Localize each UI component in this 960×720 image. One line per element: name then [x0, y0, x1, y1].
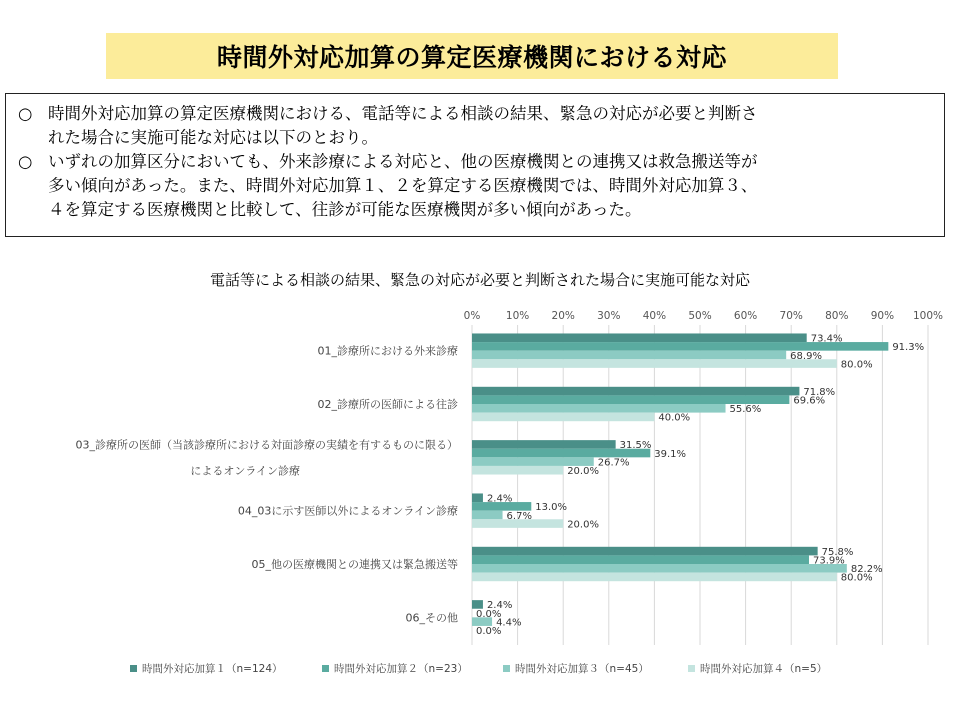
bar — [472, 359, 837, 368]
legend-swatch — [130, 665, 137, 672]
category-label: によるオンライン診療 — [190, 464, 300, 478]
data-label: 80.0% — [840, 359, 873, 371]
data-label: 69.6% — [793, 395, 826, 407]
bar — [472, 457, 594, 466]
data-label: 20.0% — [567, 466, 599, 478]
summary-item-continued — [18, 198, 932, 222]
summary-item — [18, 102, 932, 126]
legend-label: 時間外対応加算２（n=23） — [334, 663, 468, 675]
data-label: 68.9% — [790, 350, 822, 362]
category-label: 05_他の医療機関との連携又は緊急搬送等 — [251, 558, 458, 571]
summary-item-continued — [18, 126, 932, 150]
bar — [472, 440, 616, 449]
category-label: 04_03に示す医師以外によるオンライン診療 — [237, 504, 458, 518]
x-tick-label: 90% — [870, 310, 895, 322]
summary-text: れた場合に実施可能な対応は以下のとおり。 — [48, 128, 378, 147]
data-label: 82.2% — [850, 564, 883, 576]
legend-label: 時間外対応加算３（n=45） — [515, 663, 649, 675]
data-label: 73.4% — [810, 333, 843, 345]
data-label: 6.7% — [506, 510, 532, 522]
x-tick-label: 0% — [463, 310, 481, 322]
data-label: 20.0% — [567, 519, 599, 531]
labels — [76, 334, 925, 637]
x-tick-label: 30% — [597, 310, 621, 322]
x-tick-label: 50% — [688, 310, 712, 322]
category-label: 01_診療所における外来診療 — [317, 344, 458, 358]
bar — [472, 493, 483, 502]
bullet-circle-icon: ○ — [18, 104, 33, 123]
category-label: 06_その他 — [405, 611, 458, 625]
data-label: 31.5% — [619, 440, 652, 452]
data-label: 91.3% — [892, 342, 925, 354]
bar — [472, 547, 818, 556]
bar — [472, 600, 483, 609]
category-label: 03_診療所の医師（当該診療所における対面診療の実績を有するものに限る） — [75, 438, 458, 452]
page-title: 時間外対応加算の算定医療機関における対応 — [216, 43, 727, 72]
legend-swatch — [503, 665, 510, 672]
bar — [472, 555, 809, 564]
summary-text: ４を算定する医療機関と比較して、往診が可能な医療機関が多い傾向があった。 — [48, 200, 642, 219]
legend — [130, 662, 827, 675]
bar — [472, 466, 563, 475]
data-label: 39.1% — [654, 448, 687, 460]
chart-title: 電話等による相談の結果、緊急の対応が必要と判断された場合に実施可能な対応 — [209, 271, 751, 289]
summary-text: 時間外対応加算の算定医療機関における、電話等による相談の結果、緊急の対応が必要と判断さ — [48, 104, 758, 123]
category-label: 02_診療所の医師による往診 — [317, 398, 458, 411]
data-label: 75.8% — [821, 546, 854, 558]
x-tick-label: 60% — [733, 310, 758, 322]
x-tick-label: 70% — [779, 310, 803, 322]
legend-swatch — [322, 665, 329, 672]
data-label: 4.4% — [496, 617, 522, 629]
legend-label: 時間外対応加算１（n=124） — [142, 663, 283, 675]
data-label: 73.9% — [812, 555, 845, 567]
data-label: 55.6% — [729, 404, 762, 416]
data-label: 0.0% — [476, 608, 502, 620]
data-label: 40.0% — [658, 412, 691, 424]
data-label: 80.0% — [840, 572, 873, 584]
bar — [472, 351, 786, 360]
data-label: 71.8% — [803, 386, 836, 398]
summary-text: 多い傾向があった。また、時間外対応加算１、２を算定する医療機関では、時間外対応加算３、 — [48, 176, 758, 195]
x-tick-label: 80% — [825, 310, 849, 322]
x-tick-label: 100% — [912, 310, 944, 322]
summary-item — [18, 150, 932, 174]
data-label: 2.4% — [486, 600, 513, 612]
data-label: 0.0% — [476, 626, 502, 638]
data-label: 2.4% — [486, 493, 513, 505]
data-label: 26.7% — [597, 457, 630, 469]
summary-box — [5, 93, 945, 237]
summary-text: いずれの加算区分においても、外来診療による対応と、他の医療機関との連携又は救急搬送等が — [48, 152, 758, 171]
page-title-banner — [106, 33, 838, 79]
bar — [472, 395, 789, 404]
bars — [472, 333, 888, 625]
bar-chart — [0, 260, 960, 690]
bar — [472, 413, 654, 422]
bar — [472, 404, 726, 413]
bar — [472, 564, 847, 573]
x-tick-label: 10% — [505, 310, 530, 322]
legend-swatch — [688, 665, 695, 672]
bar — [472, 387, 799, 396]
x-tick-label: 40% — [642, 310, 667, 322]
bar — [472, 573, 837, 582]
bullet-circle-icon: ○ — [18, 152, 33, 171]
data-label: 13.0% — [535, 502, 568, 514]
bar — [472, 511, 503, 520]
x-tick-label: 20% — [551, 310, 575, 322]
summary-item-continued — [18, 174, 932, 198]
bar — [472, 333, 807, 342]
legend-label: 時間外対応加算４（n=5） — [700, 663, 828, 675]
